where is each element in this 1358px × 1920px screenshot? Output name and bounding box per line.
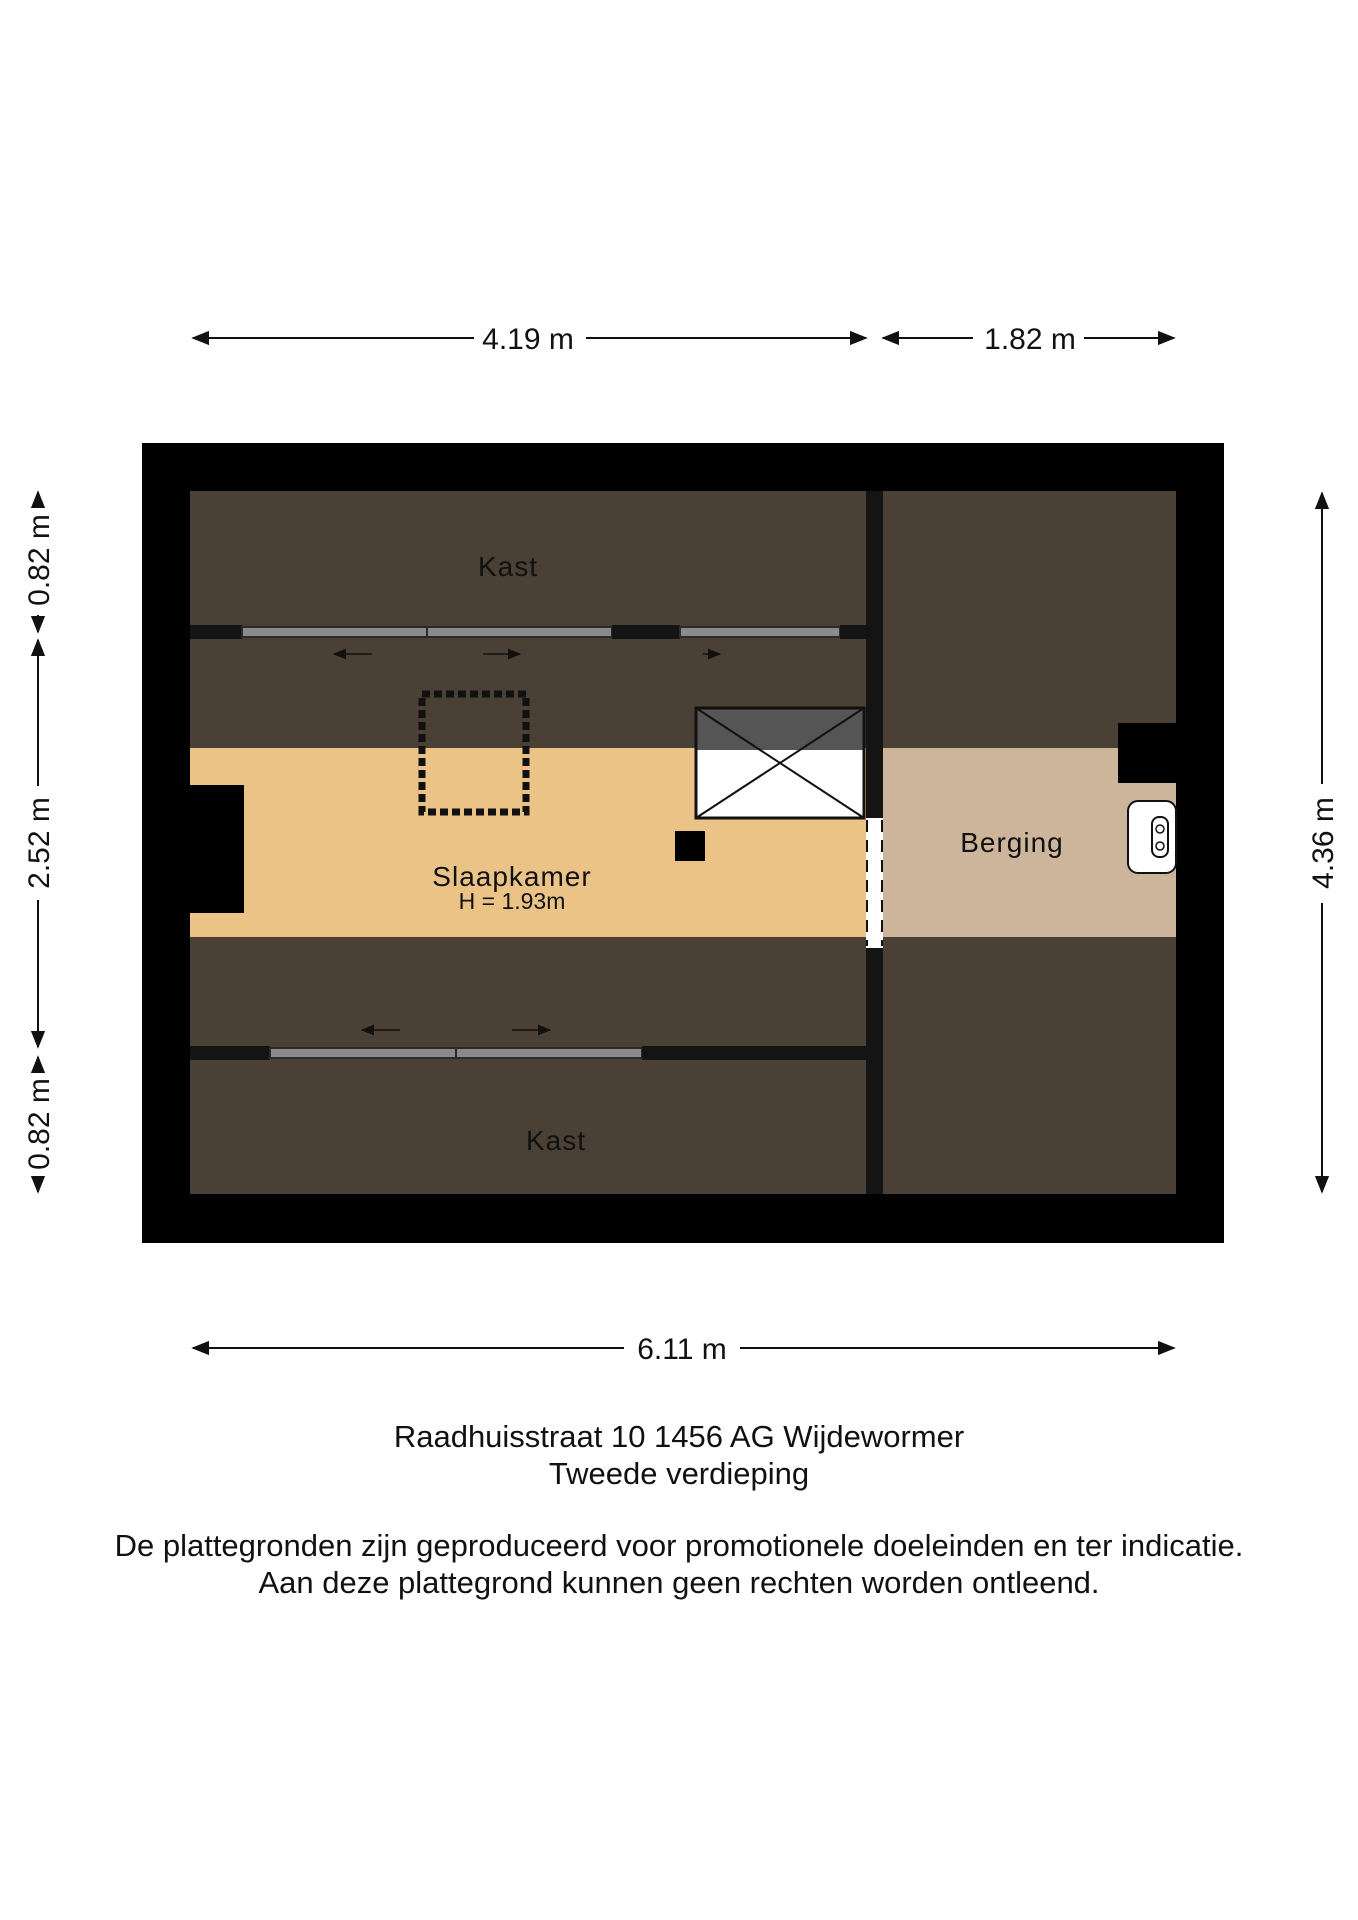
wardrobe-top-wall-right xyxy=(840,625,866,639)
column xyxy=(675,831,705,861)
internal-wall xyxy=(866,491,883,818)
room-label-kast-bottom: Kast xyxy=(525,1125,587,1156)
wardrobe-bottom-wall-left xyxy=(190,1046,270,1060)
caption-floor: Tweede verdieping xyxy=(548,1456,810,1491)
caption-disclaimer-line-1: De plattegronden zijn geproduceerd voor promotionele doeleinden en ter indicatie. xyxy=(114,1528,1244,1563)
svg-text:0.82 m: 0.82 m xyxy=(23,514,56,606)
svg-text:2.52 m: 2.52 m xyxy=(23,797,56,889)
svg-text:4.19 m: 4.19 m xyxy=(482,323,574,356)
caption-disclaimer-block xyxy=(0,1527,1358,1601)
stair-opening-light xyxy=(696,750,864,818)
dimension-bottom xyxy=(193,1333,1174,1366)
boiler-icon xyxy=(1128,801,1176,873)
dimension-left-bottom xyxy=(23,1057,56,1192)
dimension-top-left xyxy=(193,323,866,356)
berging-low-bottom xyxy=(883,937,1176,1194)
wardrobe-top-door-2[interactable] xyxy=(680,627,840,637)
svg-text:0.82 m: 0.82 m xyxy=(23,1078,56,1170)
internal-wall-lower xyxy=(866,948,883,1194)
wardrobe-top-wall-mid xyxy=(612,625,680,639)
svg-text:4.36 m: 4.36 m xyxy=(1307,797,1340,889)
wardrobe-top-wall-left xyxy=(190,625,242,639)
wardrobe-bottom-wall-right xyxy=(642,1046,866,1060)
dimension-left-top xyxy=(23,492,56,632)
room-height-slaapkamer: H = 1.93m xyxy=(458,888,566,914)
svg-text:1.82 m: 1.82 m xyxy=(984,323,1076,356)
dimension-top-right xyxy=(883,323,1174,356)
room-label-berging: Berging xyxy=(960,827,1064,858)
room-label-kast-top: Kast xyxy=(477,551,539,582)
caption-disclaimer-line-2: Aan deze plattegrond kunnen geen rechten worden ontleend. xyxy=(258,1565,1100,1600)
caption-address: Raadhuisstraat 10 1456 AG Wijdewormer xyxy=(393,1419,965,1454)
doorway[interactable] xyxy=(866,818,883,948)
svg-text:6.11 m: 6.11 m xyxy=(637,1333,727,1366)
stair-opening-dark xyxy=(696,708,864,750)
caption-address-block xyxy=(0,1418,1358,1492)
room-label-slaapkamer: Slaapkamer xyxy=(432,861,592,892)
dimension-right xyxy=(1307,493,1340,1192)
chimney-block xyxy=(190,785,244,913)
berging-low-top xyxy=(883,491,1176,748)
dimension-left-middle xyxy=(23,640,56,1047)
berging-wall-notch xyxy=(1118,723,1176,783)
